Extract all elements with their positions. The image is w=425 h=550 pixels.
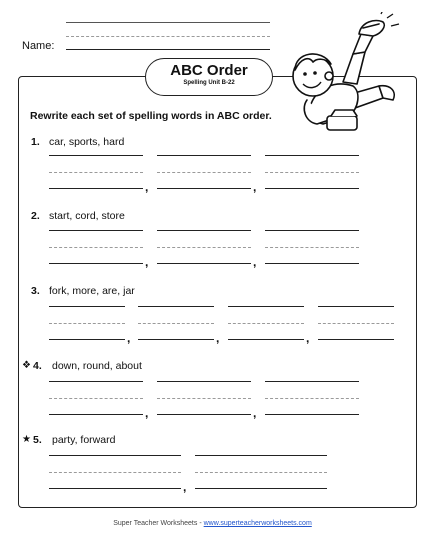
answer-guide-dashed (157, 172, 251, 173)
answer-top-line (228, 306, 304, 307)
footer-brand: Super Teacher Worksheets (113, 520, 198, 527)
page-title: ABC Order (170, 62, 248, 79)
answer-guide-dashed (318, 323, 394, 324)
answer-line[interactable] (265, 263, 359, 264)
footer (0, 520, 425, 527)
problem-words: fork, more, are, jar (49, 285, 135, 297)
comma: , (253, 406, 257, 420)
instructions: Rewrite each set of spelling words in ABC order. (30, 110, 272, 122)
page-subtitle: Spelling Unit B-22 (183, 80, 235, 86)
answer-top-line (265, 155, 359, 156)
problem-number: 3. (31, 285, 40, 297)
answer-guide-dashed (265, 247, 359, 248)
answer-guide-dashed (265, 398, 359, 399)
comma: , (145, 180, 149, 194)
comma: , (253, 255, 257, 269)
problem-words: car, sports, hard (49, 136, 125, 148)
problem-number: 2. (31, 210, 40, 222)
answer-guide-dashed (49, 172, 143, 173)
answer-guide-dashed (49, 472, 181, 473)
comma: , (145, 406, 149, 420)
answer-top-line (138, 306, 214, 307)
answer-line[interactable] (49, 339, 125, 340)
answer-guide-dashed (49, 398, 143, 399)
answer-line[interactable] (138, 339, 214, 340)
answer-guide-dashed (265, 172, 359, 173)
footer-separator: - (197, 520, 204, 527)
answer-line[interactable] (49, 488, 181, 489)
answer-top-line (157, 155, 251, 156)
answer-top-line (265, 381, 359, 382)
answer-guide-dashed (157, 247, 251, 248)
problem-number: 4. (33, 360, 42, 372)
answer-line[interactable] (265, 188, 359, 189)
name-line[interactable] (66, 49, 270, 50)
answer-top-line (265, 230, 359, 231)
answer-guide-dashed (49, 323, 125, 324)
name-label: Name: (22, 40, 55, 52)
top-rule (66, 22, 270, 23)
answer-line[interactable] (49, 263, 143, 264)
problem-words: start, cord, store (49, 210, 125, 222)
problem-words: down, round, about (52, 360, 142, 372)
answer-guide-dashed (138, 323, 214, 324)
answer-top-line (157, 381, 251, 382)
footer-link[interactable]: www.superteacherworksheets.com (203, 520, 312, 527)
answer-line[interactable] (195, 488, 327, 489)
answer-top-line (157, 230, 251, 231)
star-icon: ★ (22, 434, 31, 445)
problem-number: 5. (33, 434, 42, 446)
answer-top-line (318, 306, 394, 307)
diamond-icon: ❖ (22, 360, 31, 371)
comma: , (306, 331, 310, 345)
title-badge (145, 58, 273, 96)
boy-lying-icon (283, 12, 401, 144)
answer-top-line (195, 455, 327, 456)
answer-line[interactable] (157, 414, 251, 415)
answer-line[interactable] (157, 263, 251, 264)
answer-top-line (49, 155, 143, 156)
answer-line[interactable] (318, 339, 394, 340)
answer-line[interactable] (49, 414, 143, 415)
problem-words: party, forward (52, 434, 116, 446)
comma: , (253, 180, 257, 194)
answer-line[interactable] (49, 188, 143, 189)
answer-guide-dashed (195, 472, 327, 473)
problem-number: 1. (31, 136, 40, 148)
answer-guide-dashed (228, 323, 304, 324)
comma: , (127, 331, 131, 345)
answer-top-line (49, 455, 181, 456)
answer-top-line (49, 230, 143, 231)
answer-guide-dashed (157, 398, 251, 399)
comma: , (216, 331, 220, 345)
answer-top-line (49, 381, 143, 382)
answer-line[interactable] (157, 188, 251, 189)
answer-line[interactable] (265, 414, 359, 415)
name-guide-dashed (66, 36, 270, 37)
answer-guide-dashed (49, 247, 143, 248)
comma: , (183, 480, 187, 494)
comma: , (145, 255, 149, 269)
answer-line[interactable] (228, 339, 304, 340)
answer-top-line (49, 306, 125, 307)
